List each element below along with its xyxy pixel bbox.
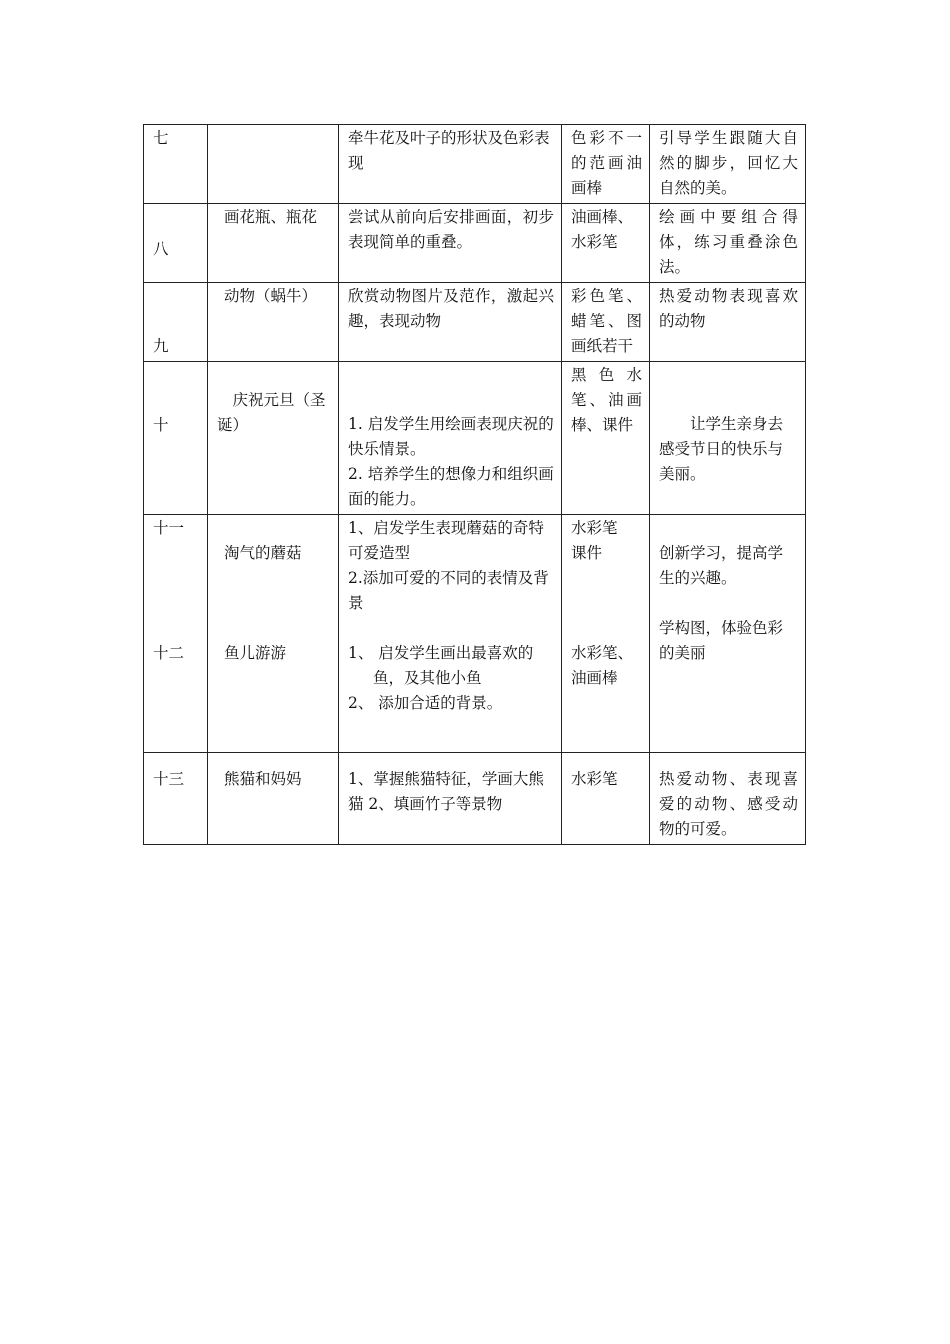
lesson-notes: 热爱动物表现喜欢的动物 <box>650 283 806 362</box>
lesson-materials: 油画棒、水彩笔 <box>562 204 650 283</box>
table-row <box>144 362 806 515</box>
table-row <box>144 515 806 753</box>
lesson-title: 画花瓶、瓶花 <box>208 204 339 283</box>
lesson-title: 熊猫和妈妈 <box>208 753 339 845</box>
lesson-number: 十一 十二 <box>144 515 208 753</box>
lesson-goal: 1. 启发学生用绘画表现庆祝的快乐情景。 2. 培养学生的想像力和组织画面的能力。 <box>339 362 562 515</box>
lesson-materials: 彩色笔、蜡笔、图画纸若干 <box>562 283 650 362</box>
lesson-title: 动物（蜗牛） <box>208 283 339 362</box>
lesson-title: 庆祝元旦（圣诞） <box>208 362 339 515</box>
lesson-goal: 1、掌握熊猫特征，学画大熊猫 2、填画竹子等景物 <box>339 753 562 845</box>
lesson-number: 八 <box>144 204 208 283</box>
lesson-goal: 尝试从前向后安排画面，初步表现简单的重叠。 <box>339 204 562 283</box>
lesson-number: 十 <box>144 362 208 515</box>
lesson-notes: 引导学生跟随大自然的脚步，回忆大自然的美。 <box>650 125 806 204</box>
lesson-materials: 水彩笔 课件 水彩笔、油画棒 <box>562 515 650 753</box>
lesson-goal: 1、启发学生表现蘑菇的奇特可爱造型 2.添加可爱的不同的表情及背景 1、 启发学生画出最喜欢的鱼，及其他小鱼 2、 添加合适的背景。 <box>339 515 562 753</box>
lesson-goal: 欣赏动物图片及范作，激起兴趣，表现动物 <box>339 283 562 362</box>
lesson-plan-table <box>143 124 806 845</box>
lesson-materials: 黑色水笔、油画棒、课件 <box>562 362 650 515</box>
lesson-number: 九 <box>144 283 208 362</box>
lesson-notes: 让学生亲身去感受节日的快乐与美丽。 <box>650 362 806 515</box>
lesson-number: 十三 <box>144 753 208 845</box>
table-row <box>144 283 806 362</box>
lesson-number: 七 <box>144 125 208 204</box>
table-row <box>144 204 806 283</box>
lesson-goal: 牵牛花及叶子的形状及色彩表现 <box>339 125 562 204</box>
lesson-notes: 绘画中要组合得体，练习重叠涂色法。 <box>650 204 806 283</box>
table-row <box>144 125 806 204</box>
lesson-notes: 创新学习，提高学生的兴趣。 学构图，体验色彩的美丽 <box>650 515 806 753</box>
lesson-materials: 色彩不一的范画油画棒 <box>562 125 650 204</box>
lesson-title: 淘气的蘑菇 鱼儿游游 <box>208 515 339 753</box>
lesson-materials: 水彩笔 <box>562 753 650 845</box>
lesson-notes: 热爱动物、表现喜爱的动物、感受动物的可爱。 <box>650 753 806 845</box>
table-row <box>144 753 806 845</box>
lesson-title <box>208 125 339 204</box>
